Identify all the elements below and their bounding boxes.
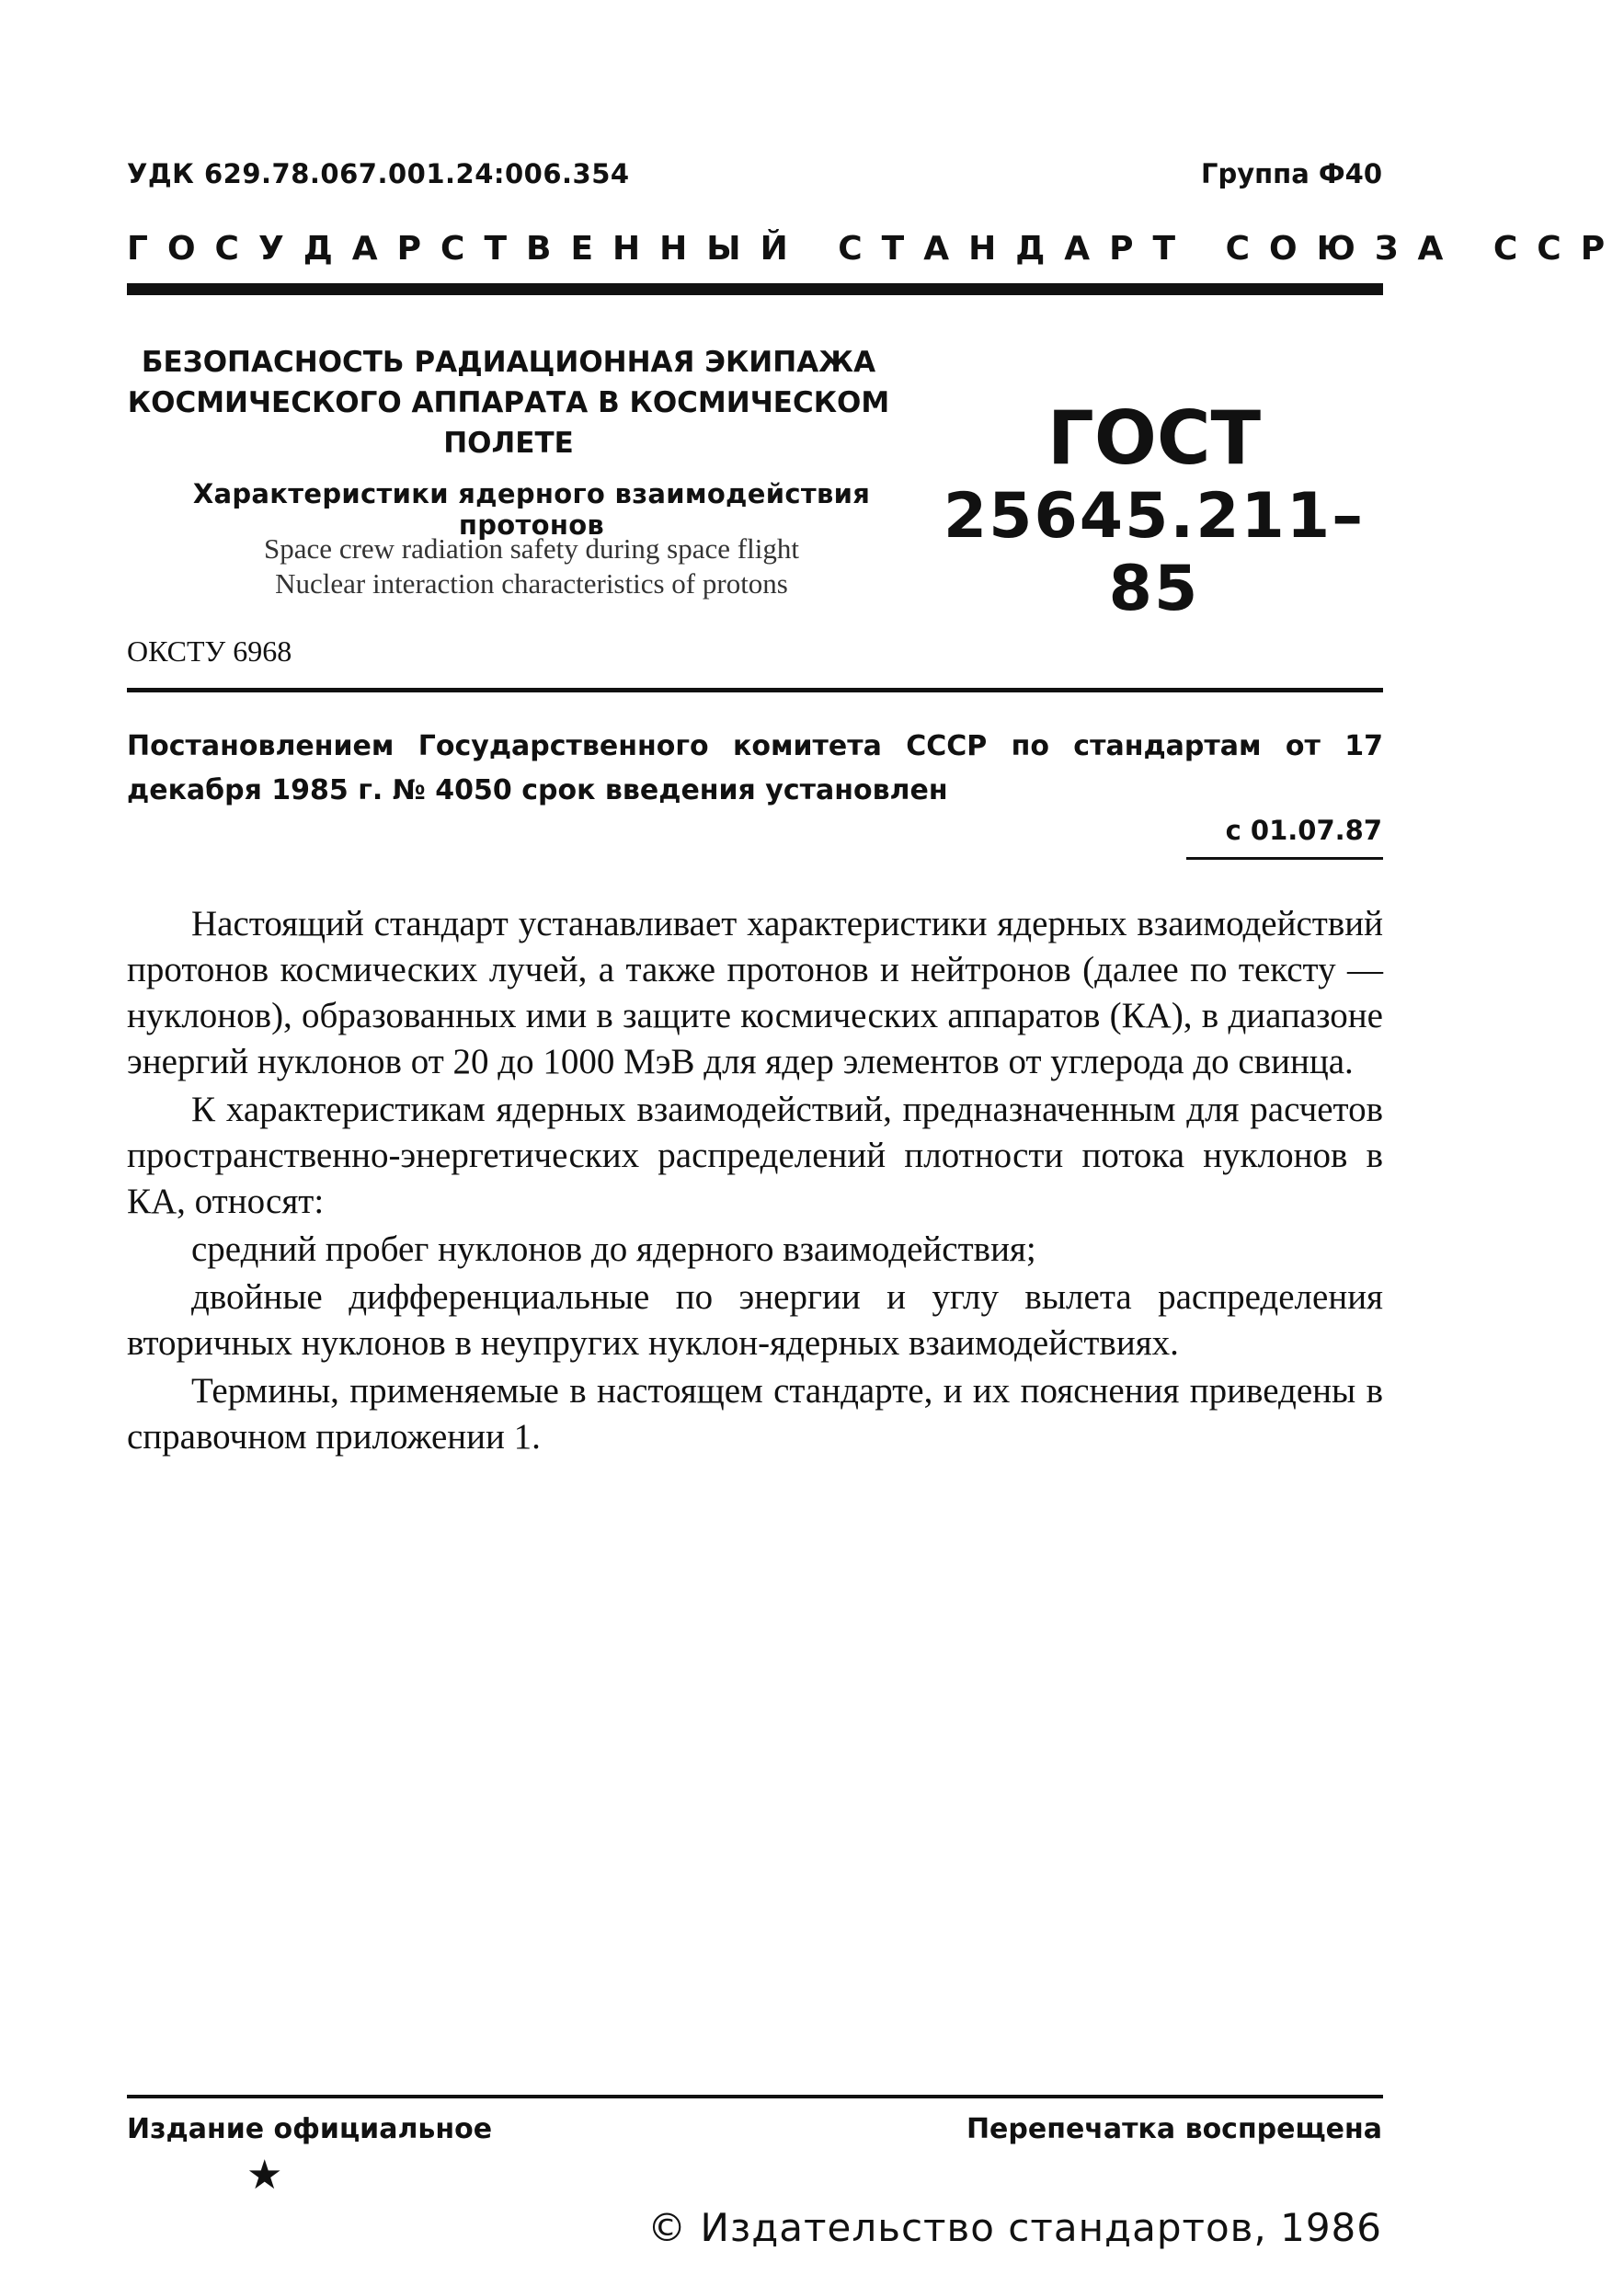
publisher-name: Издательство стандартов, 1986 (700, 2205, 1382, 2250)
udk-code: УДК 629.78.067.001.24:006.354 (127, 158, 630, 189)
body-paragraph: К характеристикам ядерных взаимодействий, предназначенным для расчетов пространственно-энергетических распределений плотности потока нуклонов в КА, относят: (127, 1090, 1383, 1221)
body-paragraph: средний пробег нуклонов до ядерного взаимодействия; (191, 1229, 1036, 1269)
header-divider (127, 283, 1383, 295)
title-line: ПОЛЕТЕ (443, 427, 574, 460)
effective-date-underline (1186, 857, 1383, 860)
gost-label: ГОСТ (1046, 395, 1262, 481)
title-english-line: Nuclear interaction characteristics of protons (275, 567, 788, 600)
title-line: БЕЗОПАСНОСТЬ РАДИАЦИОННАЯ ЭКИПАЖА (141, 346, 876, 379)
title-english-line: Space crew radiation safety during space flight (264, 532, 799, 565)
edition-label: Издание официальное (127, 2113, 493, 2145)
title-english (127, 531, 936, 601)
title-line: КОСМИЧЕСКОГО АППАРАТА В КОСМИЧЕСКОМ (127, 386, 890, 419)
reprint-notice: Перепечатка воспрещена (966, 2113, 1382, 2145)
gost-number: 25645.211–85 (943, 480, 1366, 625)
body-paragraph: Термины, применяемые в настоящем стандарте, и их пояснения приведены в справочном приложении 1. (127, 1371, 1383, 1457)
section-divider (127, 688, 1383, 692)
okstu-code: ОКСТУ 6968 (127, 634, 292, 668)
state-standard-banner: ГОСУДАРСТВЕННЫЙ СТАНДАРТ СОЮЗА ССР (127, 230, 1624, 268)
decree-text: Постановлением Государственного комитета СССР по стандартам от 17 декабря 1985 г. № 4050 срок введения установлен (127, 730, 1383, 806)
effective-date: с 01.07.87 (1225, 815, 1382, 846)
copyright-icon: © (647, 2205, 688, 2250)
body-text (127, 901, 1383, 1460)
document-title (127, 342, 890, 463)
body-paragraph: Настоящий стандарт устанавливает характеристики ядерных взаимодействий протонов космических лучей, а также протонов и нейтронов (далее по тексту — нуклонов), образованных ими в защите космических аппаратов (КА), в диапазоне энергий нуклонов от 20 до 1000 МэВ для ядер элементов от углерода до свинца. (127, 904, 1383, 1081)
star-icon: ★ (246, 2152, 283, 2199)
body-paragraph: двойные дифференциальные по энергии и углу вылета распределения вторичных нуклонов в неупругих нуклон-ядерных взаимодействиях. (127, 1277, 1383, 1363)
copyright-line (647, 2205, 1382, 2250)
footer-divider (127, 2095, 1383, 2098)
subtitle-russian: Характеристики ядерного взаимодействия протонов (192, 478, 871, 541)
group-code: Группа Ф40 (1201, 158, 1382, 189)
